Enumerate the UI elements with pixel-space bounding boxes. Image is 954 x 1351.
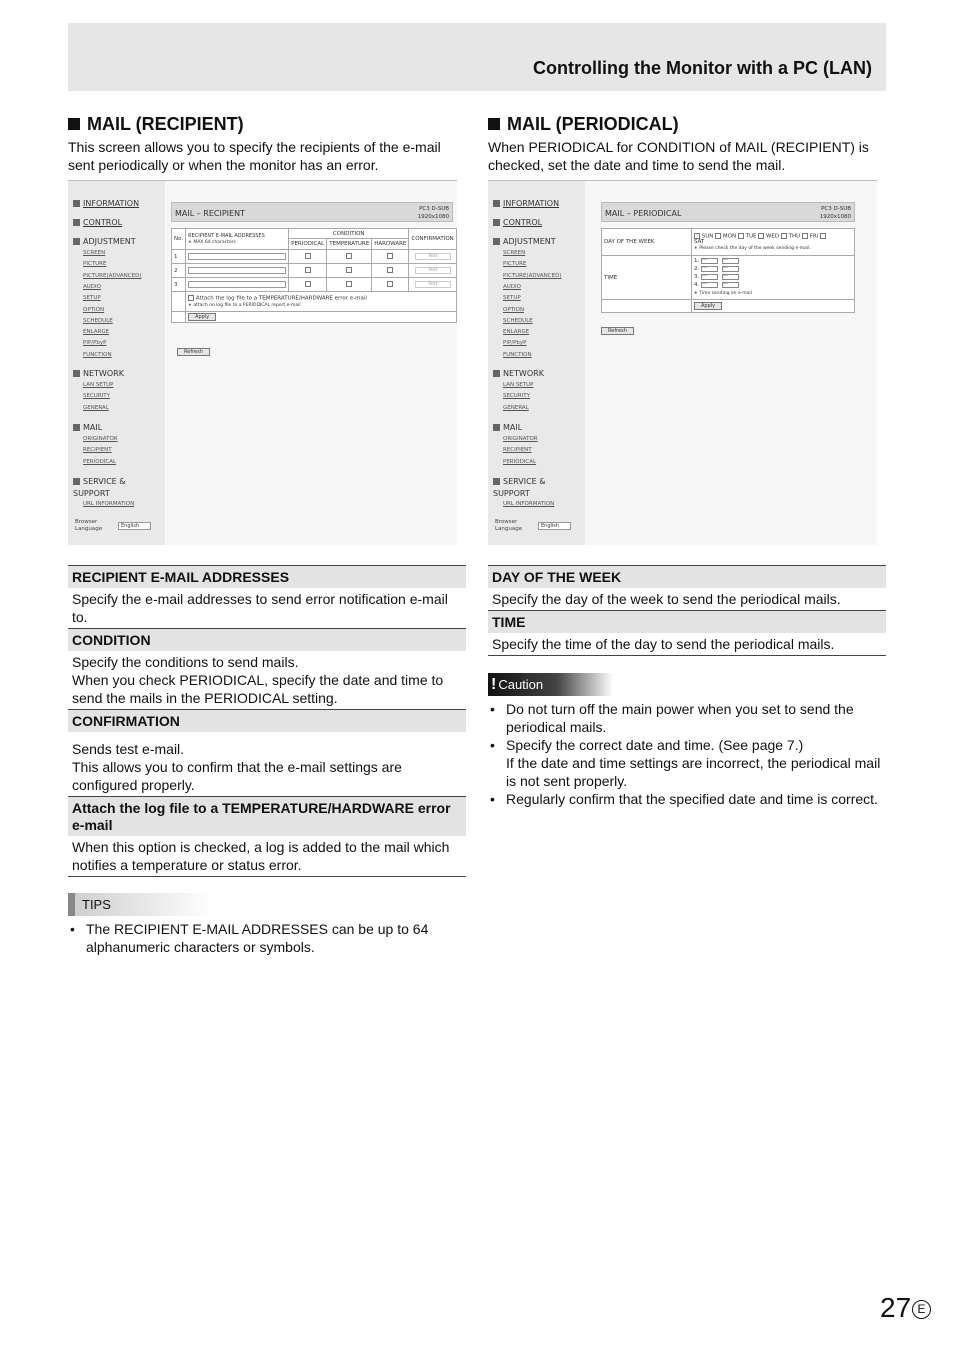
- group-square-icon: [493, 424, 500, 431]
- sidebar-group-label: MAIL: [83, 423, 103, 432]
- test-button[interactable]: Test: [415, 267, 451, 274]
- hour-select[interactable]: ---: [701, 258, 718, 264]
- browser-language-label: Browser Language: [495, 519, 523, 532]
- attach-log-checkbox[interactable]: [188, 295, 194, 301]
- caution-label: ! Caution: [488, 673, 613, 696]
- group-square-icon: [73, 238, 80, 245]
- periodical-checkbox[interactable]: [305, 267, 311, 273]
- sidebar-link[interactable]: PICTURE(ADVANCED): [503, 272, 562, 279]
- address-input[interactable]: [188, 281, 286, 288]
- sidebar-link[interactable]: ENLARGE: [503, 329, 530, 336]
- mail-periodical-title: MAIL (PERIODICAL): [507, 114, 679, 134]
- desc-day-of-week: Specify the day of the week to send the periodical mails.: [492, 591, 841, 607]
- sidebar-group-label: INFORMATION: [83, 199, 140, 208]
- sidebar-link[interactable]: PIP/PbyP: [83, 340, 107, 347]
- term-recipient-addresses: RECIPIENT E-MAIL ADDRESSES: [68, 565, 466, 588]
- mail-recipient-title: MAIL (RECIPIENT): [87, 114, 244, 134]
- apply-button[interactable]: Apply: [188, 313, 216, 321]
- sidebar-group-label: ADJUSTMENT: [503, 237, 556, 246]
- wed-checkbox[interactable]: [758, 233, 764, 239]
- temperature-checkbox[interactable]: [346, 281, 352, 287]
- periodical-checkbox[interactable]: [305, 281, 311, 287]
- periodical-table: [601, 228, 855, 313]
- attach-label: Attach the log file to a TEMPERATURE/HARDWARE error e-mail: [195, 295, 367, 302]
- sidebar-link[interactable]: SETUP: [83, 295, 101, 302]
- sidebar-group-label: NETWORK: [503, 369, 544, 378]
- hour-select[interactable]: ---: [701, 282, 718, 288]
- sidebar-link[interactable]: SCREEN: [503, 250, 526, 256]
- sidebar-link[interactable]: SCHEDULE: [503, 317, 533, 324]
- sidebar-group: [493, 237, 556, 246]
- caution-item: • Do not turn off the main power when you set to send the periodical mails.: [488, 700, 886, 736]
- sidebar-link[interactable]: LAN SETUP: [83, 382, 114, 388]
- periodical-main-area: [585, 181, 877, 545]
- sidebar-link[interactable]: GENERAL: [83, 404, 109, 411]
- bullet-square-icon: [68, 118, 80, 130]
- header-band: [68, 23, 886, 91]
- sidebar-link[interactable]: ORIGINATOR: [503, 436, 538, 442]
- periodical-screenshot: [488, 180, 877, 545]
- group-square-icon: [493, 200, 500, 207]
- test-button[interactable]: Test: [415, 281, 451, 288]
- term-confirmation: CONFIRMATION: [68, 709, 466, 732]
- group-square-icon: [73, 200, 80, 207]
- desc-recipient-addresses: Specify the e-mail addresses to send error notification e-mail to.: [72, 591, 448, 625]
- sun-checkbox[interactable]: [694, 233, 700, 239]
- sidebar-link[interactable]: AUDIO: [83, 283, 101, 290]
- refresh-button[interactable]: Refresh: [177, 348, 210, 356]
- group-square-icon: [73, 478, 80, 485]
- mail-recipient-intro: This screen allows you to specify the recipients of the e-mail sent periodically or when the monitor has an error.: [68, 139, 441, 173]
- page-number: 27: [880, 1292, 912, 1323]
- sidebar-group-label: NETWORK: [83, 369, 124, 378]
- tip-item: • The RECIPIENT E-MAIL ADDRESSES can be up to 64 alphanumeric characters or symbols.: [68, 920, 466, 956]
- col-periodical: PERIODICAL: [289, 239, 327, 250]
- col-addresses: RECIPIENT E-MAIL ADDRESSES ∗ MAX.64 characters: [186, 229, 289, 250]
- mail-periodical-intro: When PERIODICAL for CONDITION of MAIL (RECIPIENT) is checked, set the date and time to send the mail.: [488, 139, 869, 173]
- row-number: 3: [172, 278, 186, 292]
- hour-select[interactable]: ---: [701, 266, 718, 272]
- sidebar-group[interactable]: [73, 199, 139, 208]
- minute-select[interactable]: ---: [722, 282, 739, 288]
- sidebar-group: [73, 423, 102, 432]
- fri-checkbox[interactable]: [802, 233, 808, 239]
- sidebar-link[interactable]: PERIODICAL: [503, 458, 537, 465]
- input-info: PC3 D-SUB 1920x1080: [819, 206, 851, 220]
- caution-item: • Specify the correct date and time. (See page 7.) If the date and time settings are incorrect, the periodical mail is not sent properly.: [488, 736, 886, 790]
- sidebar-link[interactable]: SETUP: [503, 295, 521, 302]
- col-condition: CONDITION: [289, 229, 409, 239]
- sidebar-link[interactable]: SCREEN: [83, 250, 106, 256]
- sidebar-link[interactable]: PIP/PbyP: [503, 340, 527, 347]
- sidebar-group-label: CONTROL: [503, 218, 543, 227]
- apply-button[interactable]: Apply: [694, 302, 722, 310]
- col-no: No.: [172, 229, 186, 250]
- sidebar-group[interactable]: [73, 218, 122, 227]
- tue-checkbox[interactable]: [738, 233, 744, 239]
- mail-periodical-column: [488, 112, 886, 808]
- language-select[interactable]: English: [118, 522, 151, 530]
- address-input[interactable]: [188, 267, 286, 274]
- sidebar-group-label: INFORMATION: [503, 199, 560, 208]
- group-square-icon: [493, 370, 500, 377]
- term-attach-log: Attach the log file to a TEMPERATURE/HARDWARE error e-mail: [68, 796, 466, 836]
- sidebar-group: [73, 237, 136, 246]
- recipient-definitions: [68, 565, 466, 877]
- hardware-checkbox[interactable]: [387, 281, 393, 287]
- recipient-main-area: [165, 181, 457, 545]
- row-number: 1: [172, 250, 186, 264]
- caution-item: • Regularly confirm that the specified date and time is correct.: [488, 790, 886, 808]
- sidebar-link[interactable]: PICTURE: [503, 261, 527, 268]
- tips-label: TIPS: [68, 893, 213, 916]
- sidebar-link[interactable]: RECIPIENT: [83, 447, 112, 454]
- temperature-checkbox[interactable]: [346, 267, 352, 273]
- time-label: TIME: [602, 256, 692, 300]
- sidebar-group[interactable]: [493, 199, 559, 208]
- sidebar-link[interactable]: FUNCTION: [503, 351, 532, 358]
- sidebar-link[interactable]: URL INFORMATION: [83, 501, 135, 507]
- mail-recipient-heading: [68, 112, 466, 136]
- sidebar: [488, 181, 585, 545]
- sidebar-group: [73, 369, 124, 378]
- recipient-screenshot: [68, 180, 457, 545]
- mail-recipient-column: [68, 112, 466, 956]
- table-row: [172, 278, 457, 292]
- col-confirmation: CONFIRMATION: [409, 229, 456, 250]
- desc-confirmation: Sends test e-mail. This allows you to confirm that the e-mail settings are configured properly.: [72, 741, 402, 793]
- group-square-icon: [73, 219, 80, 226]
- periodical-definitions: [488, 565, 886, 656]
- test-button[interactable]: Test: [415, 253, 451, 260]
- recipient-title-bar: [171, 202, 453, 222]
- hour-select[interactable]: ---: [701, 274, 718, 280]
- attach-option: [186, 292, 457, 312]
- minute-select[interactable]: ---: [722, 274, 739, 280]
- sidebar-group-label: SUPPORT: [73, 489, 110, 498]
- sidebar-link[interactable]: URL INFORMATION: [503, 501, 555, 507]
- sidebar-group: [493, 423, 522, 432]
- minute-select[interactable]: ---: [722, 266, 739, 272]
- term-condition: CONDITION: [68, 628, 466, 651]
- language-select[interactable]: English: [538, 522, 571, 530]
- sidebar-link[interactable]: PICTURE: [83, 261, 107, 268]
- recipient-table: [171, 228, 457, 323]
- sidebar-link[interactable]: SCHEDULE: [83, 317, 113, 324]
- sidebar-group: [493, 369, 544, 378]
- table-row: [172, 264, 457, 278]
- mon-checkbox[interactable]: [715, 233, 721, 239]
- row-number: 2: [172, 264, 186, 278]
- sidebar-group[interactable]: [493, 218, 542, 227]
- section-header-title: Controlling the Monitor with a PC (LAN): [533, 58, 872, 78]
- caution-list: [488, 700, 886, 808]
- sidebar-link[interactable]: GENERAL: [503, 404, 529, 411]
- day-of-week-label: DAY OF THE WEEK: [602, 229, 692, 256]
- sidebar-link[interactable]: OPTION: [503, 306, 525, 313]
- sidebar-link[interactable]: PICTURE(ADVANCED): [83, 272, 142, 279]
- day-checkboxes: SUN MON TUE WED THU FRI SAT ∗ Please check the day of the week sending e-mail.: [692, 229, 855, 256]
- sidebar-link[interactable]: PERIODICAL: [83, 458, 117, 465]
- group-square-icon: [73, 424, 80, 431]
- sidebar-link[interactable]: SECURITY: [83, 393, 110, 400]
- sidebar-link[interactable]: ORIGINATOR: [83, 436, 118, 442]
- exclamation-icon: !: [491, 676, 497, 693]
- sidebar: [68, 181, 165, 545]
- term-time: TIME: [488, 610, 886, 633]
- group-square-icon: [73, 370, 80, 377]
- mail-periodical-heading: [488, 112, 886, 136]
- group-square-icon: [493, 238, 500, 245]
- refresh-button[interactable]: Refresh: [601, 327, 634, 335]
- periodical-checkbox[interactable]: [305, 253, 311, 259]
- bullet-square-icon: [488, 118, 500, 130]
- sidebar-group: [73, 477, 126, 486]
- group-square-icon: [493, 478, 500, 485]
- thu-checkbox[interactable]: [781, 233, 787, 239]
- col-temperature: TEMPERATURE: [327, 239, 372, 250]
- hardware-checkbox[interactable]: [387, 253, 393, 259]
- sidebar-group-label: SERVICE &: [83, 477, 126, 486]
- sidebar-link[interactable]: OPTION: [83, 306, 105, 313]
- periodical-title-bar: [601, 202, 855, 222]
- tips-list: [68, 920, 466, 956]
- term-day-of-week: DAY OF THE WEEK: [488, 565, 886, 588]
- sat-checkbox[interactable]: [820, 233, 826, 239]
- browser-language-label: Browser Language: [75, 519, 103, 532]
- sidebar-group-label: CONTROL: [83, 218, 123, 227]
- periodical-screen-title: MAIL – PERIODICAL: [605, 209, 682, 218]
- input-info: PC3 D-SUB 1920x1080: [417, 206, 449, 220]
- address-input[interactable]: [188, 253, 286, 260]
- time-selects: 1. --- --- 2. --- --- 3. --- --- 4. --- --- ∗ Time sending an e-mail: [692, 256, 855, 300]
- desc-condition: Specify the conditions to send mails. When you check PERIODICAL, specify the date and time to send the mails in the PERIODICAL setting.: [72, 654, 444, 706]
- sidebar-link[interactable]: SECURITY: [503, 393, 530, 400]
- sidebar-group-label: MAIL: [503, 423, 523, 432]
- minute-select[interactable]: ---: [722, 258, 739, 264]
- sidebar-link[interactable]: LAN SETUP: [503, 382, 534, 388]
- desc-time: Specify the time of the day to send the periodical mails.: [492, 636, 835, 652]
- attach-note: ∗ attach no log file to a PERIODICAL report e-mail: [188, 302, 301, 308]
- group-square-icon: [493, 219, 500, 226]
- table-row: [172, 250, 457, 264]
- recipient-screen-title: MAIL – RECIPIENT: [175, 209, 245, 218]
- hardware-checkbox[interactable]: [387, 267, 393, 273]
- desc-attach-log: When this option is checked, a log is added to the mail which notifies a temperature or status error.: [72, 839, 450, 873]
- sidebar-link[interactable]: ENLARGE: [83, 329, 110, 336]
- col-hardware: HARDWARE: [372, 239, 409, 250]
- sidebar-group-label: SUPPORT: [493, 489, 530, 498]
- sidebar-link[interactable]: RECIPIENT: [503, 447, 532, 454]
- sidebar-group-label: ADJUSTMENT: [83, 237, 136, 246]
- sidebar-link[interactable]: AUDIO: [503, 283, 521, 290]
- sidebar-link[interactable]: FUNCTION: [83, 351, 112, 358]
- sidebar-group: [493, 477, 546, 486]
- temperature-checkbox[interactable]: [346, 253, 352, 259]
- sidebar-group-label: SERVICE &: [503, 477, 546, 486]
- language-badge: E: [912, 1300, 931, 1319]
